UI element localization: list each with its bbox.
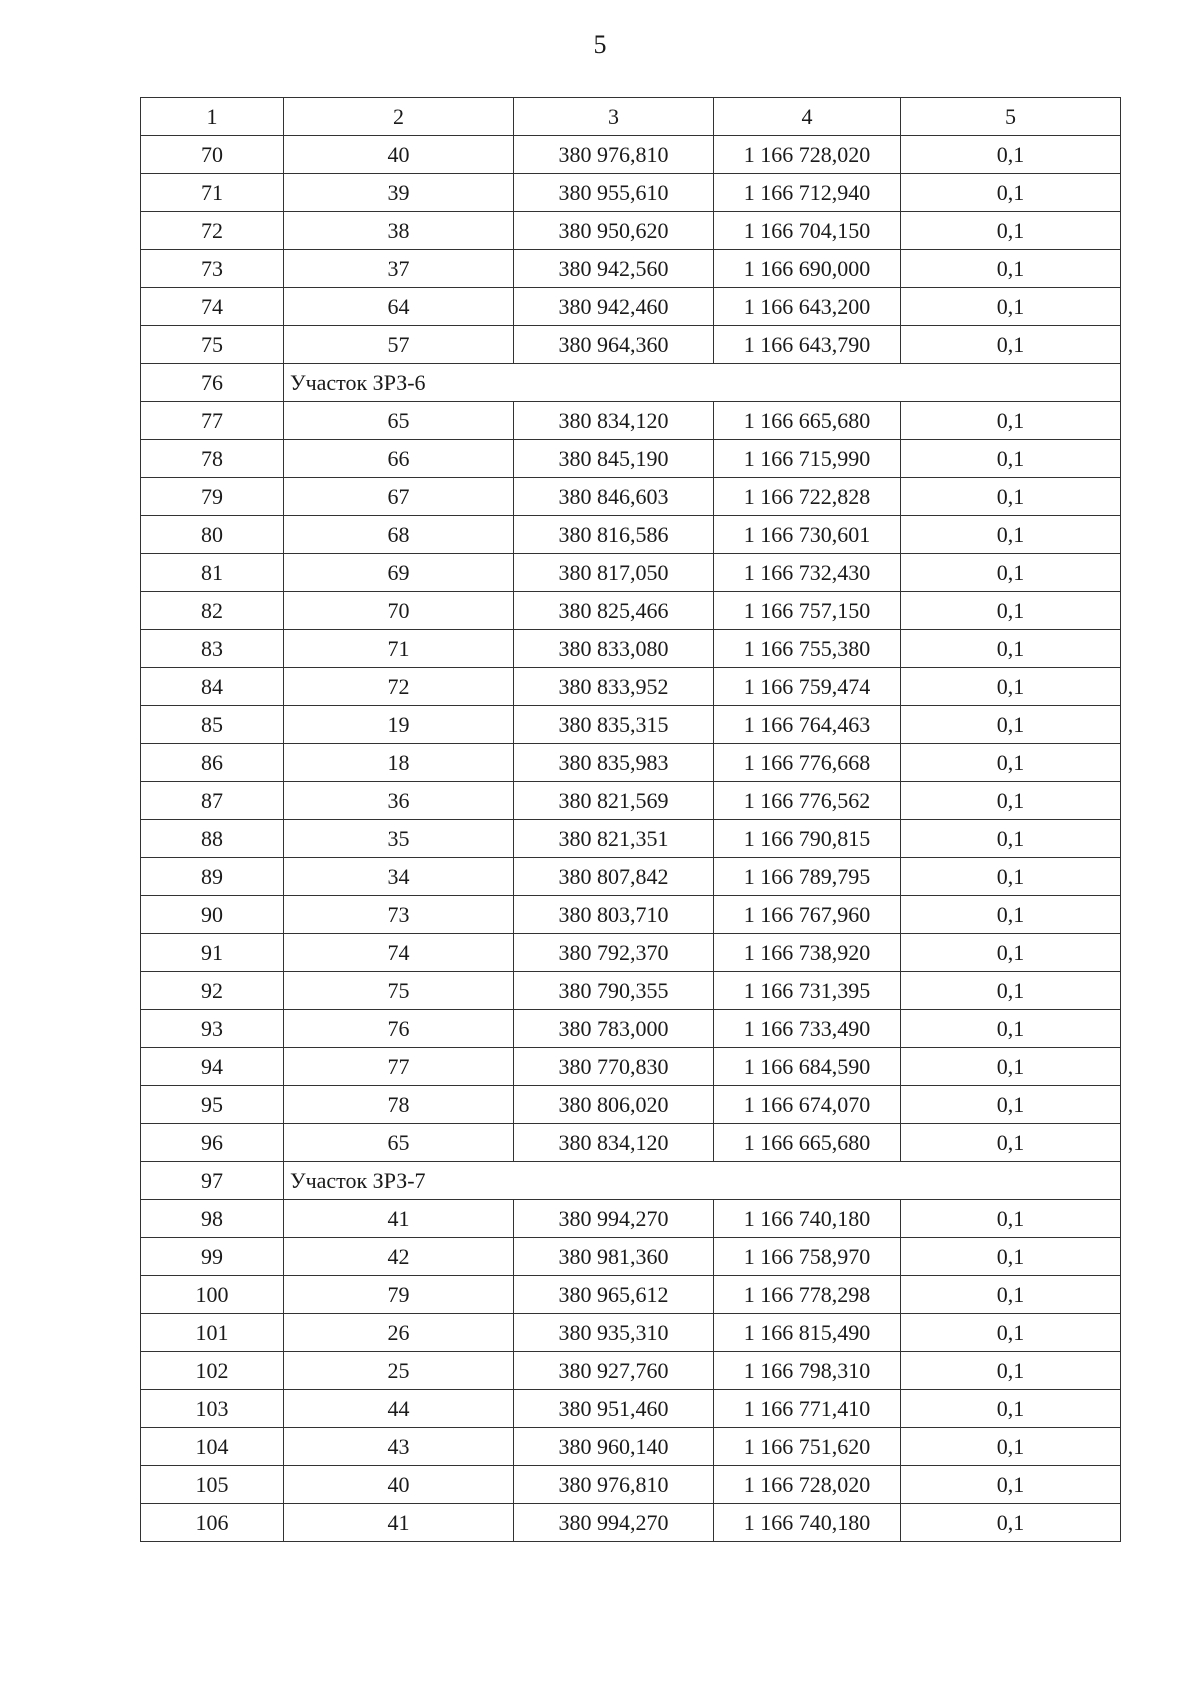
- point-number-cell: 71: [284, 630, 514, 668]
- point-number-cell: 78: [284, 1086, 514, 1124]
- table-row: [141, 1010, 1121, 1048]
- x-coordinate-cell: 380 821,569: [514, 782, 714, 820]
- x-coordinate-cell: 380 821,351: [514, 820, 714, 858]
- x-coordinate-cell: 380 770,830: [514, 1048, 714, 1086]
- accuracy-cell: 0,1: [901, 212, 1121, 250]
- accuracy-cell: 0,1: [901, 402, 1121, 440]
- row-number-cell: 74: [141, 288, 284, 326]
- accuracy-cell: 0,1: [901, 972, 1121, 1010]
- accuracy-cell: 0,1: [901, 1504, 1121, 1542]
- row-number-cell: 94: [141, 1048, 284, 1086]
- accuracy-cell: 0,1: [901, 592, 1121, 630]
- accuracy-cell: 0,1: [901, 1466, 1121, 1504]
- table-header: [141, 98, 1121, 136]
- x-coordinate-cell: 380 976,810: [514, 1466, 714, 1504]
- y-coordinate-cell: 1 166 674,070: [714, 1086, 901, 1124]
- accuracy-cell: 0,1: [901, 1010, 1121, 1048]
- point-number-cell: 26: [284, 1314, 514, 1352]
- row-number-cell: 76: [141, 364, 284, 402]
- point-number-cell: 67: [284, 478, 514, 516]
- x-coordinate-cell: 380 950,620: [514, 212, 714, 250]
- accuracy-cell: 0,1: [901, 782, 1121, 820]
- accuracy-cell: 0,1: [901, 174, 1121, 212]
- y-coordinate-cell: 1 166 798,310: [714, 1352, 901, 1390]
- accuracy-cell: 0,1: [901, 1048, 1121, 1086]
- row-number-cell: 82: [141, 592, 284, 630]
- point-number-cell: 41: [284, 1504, 514, 1542]
- point-number-cell: 18: [284, 744, 514, 782]
- table-row: [141, 1048, 1121, 1086]
- y-coordinate-cell: 1 166 684,590: [714, 1048, 901, 1086]
- point-number-cell: 65: [284, 1124, 514, 1162]
- header-cell-col-3: 3: [514, 98, 714, 136]
- accuracy-cell: 0,1: [901, 934, 1121, 972]
- point-number-cell: 76: [284, 1010, 514, 1048]
- table-row: [141, 1314, 1121, 1352]
- table-row: [141, 1428, 1121, 1466]
- x-coordinate-cell: 380 994,270: [514, 1504, 714, 1542]
- row-number-cell: 103: [141, 1390, 284, 1428]
- section-row: [141, 1162, 1121, 1200]
- row-number-cell: 78: [141, 440, 284, 478]
- table-row: [141, 1390, 1121, 1428]
- point-number-cell: 40: [284, 1466, 514, 1504]
- point-number-cell: 69: [284, 554, 514, 592]
- x-coordinate-cell: 380 833,080: [514, 630, 714, 668]
- table-row: [141, 440, 1121, 478]
- y-coordinate-cell: 1 166 789,795: [714, 858, 901, 896]
- row-number-cell: 88: [141, 820, 284, 858]
- row-number-cell: 91: [141, 934, 284, 972]
- table-row: [141, 744, 1121, 782]
- row-number-cell: 72: [141, 212, 284, 250]
- y-coordinate-cell: 1 166 740,180: [714, 1200, 901, 1238]
- x-coordinate-cell: 380 955,610: [514, 174, 714, 212]
- point-number-cell: 64: [284, 288, 514, 326]
- row-number-cell: 73: [141, 250, 284, 288]
- point-number-cell: 65: [284, 402, 514, 440]
- y-coordinate-cell: 1 166 776,562: [714, 782, 901, 820]
- accuracy-cell: 0,1: [901, 250, 1121, 288]
- accuracy-cell: 0,1: [901, 1352, 1121, 1390]
- accuracy-cell: 0,1: [901, 1314, 1121, 1352]
- point-number-cell: 38: [284, 212, 514, 250]
- row-number-cell: 100: [141, 1276, 284, 1314]
- x-coordinate-cell: 380 833,952: [514, 668, 714, 706]
- accuracy-cell: 0,1: [901, 554, 1121, 592]
- table-row: [141, 706, 1121, 744]
- point-number-cell: 36: [284, 782, 514, 820]
- row-number-cell: 83: [141, 630, 284, 668]
- row-number-cell: 105: [141, 1466, 284, 1504]
- table-row: [141, 250, 1121, 288]
- y-coordinate-cell: 1 166 665,680: [714, 1124, 901, 1162]
- accuracy-cell: 0,1: [901, 1428, 1121, 1466]
- table-body: [141, 136, 1121, 1542]
- y-coordinate-cell: 1 166 767,960: [714, 896, 901, 934]
- x-coordinate-cell: 380 942,560: [514, 250, 714, 288]
- x-coordinate-cell: 380 817,050: [514, 554, 714, 592]
- table-row: [141, 478, 1121, 516]
- point-number-cell: 70: [284, 592, 514, 630]
- row-number-cell: 106: [141, 1504, 284, 1542]
- table-row: [141, 288, 1121, 326]
- row-number-cell: 71: [141, 174, 284, 212]
- accuracy-cell: 0,1: [901, 1390, 1121, 1428]
- row-number-cell: 79: [141, 478, 284, 516]
- row-number-cell: 70: [141, 136, 284, 174]
- table-row: [141, 402, 1121, 440]
- y-coordinate-cell: 1 166 776,668: [714, 744, 901, 782]
- table-row: [141, 1124, 1121, 1162]
- row-number-cell: 101: [141, 1314, 284, 1352]
- y-coordinate-cell: 1 166 728,020: [714, 136, 901, 174]
- accuracy-cell: 0,1: [901, 288, 1121, 326]
- row-number-cell: 99: [141, 1238, 284, 1276]
- row-number-cell: 97: [141, 1162, 284, 1200]
- row-number-cell: 102: [141, 1352, 284, 1390]
- point-number-cell: 73: [284, 896, 514, 934]
- x-coordinate-cell: 380 965,612: [514, 1276, 714, 1314]
- y-coordinate-cell: 1 166 790,815: [714, 820, 901, 858]
- x-coordinate-cell: 380 834,120: [514, 402, 714, 440]
- y-coordinate-cell: 1 166 759,474: [714, 668, 901, 706]
- x-coordinate-cell: 380 846,603: [514, 478, 714, 516]
- header-cell-col-2: 2: [284, 98, 514, 136]
- header-cell-col-5: 5: [901, 98, 1121, 136]
- x-coordinate-cell: 380 994,270: [514, 1200, 714, 1238]
- point-number-cell: 79: [284, 1276, 514, 1314]
- row-number-cell: 89: [141, 858, 284, 896]
- y-coordinate-cell: 1 166 722,828: [714, 478, 901, 516]
- y-coordinate-cell: 1 166 757,150: [714, 592, 901, 630]
- row-number-cell: 81: [141, 554, 284, 592]
- header-cell-col-4: 4: [714, 98, 901, 136]
- x-coordinate-cell: 380 816,586: [514, 516, 714, 554]
- point-number-cell: 66: [284, 440, 514, 478]
- row-number-cell: 95: [141, 1086, 284, 1124]
- y-coordinate-cell: 1 166 730,601: [714, 516, 901, 554]
- y-coordinate-cell: 1 166 712,940: [714, 174, 901, 212]
- point-number-cell: 37: [284, 250, 514, 288]
- point-number-cell: 68: [284, 516, 514, 554]
- accuracy-cell: 0,1: [901, 516, 1121, 554]
- x-coordinate-cell: 380 960,140: [514, 1428, 714, 1466]
- row-number-cell: 75: [141, 326, 284, 364]
- y-coordinate-cell: 1 166 690,000: [714, 250, 901, 288]
- accuracy-cell: 0,1: [901, 630, 1121, 668]
- table-row: [141, 326, 1121, 364]
- y-coordinate-cell: 1 166 764,463: [714, 706, 901, 744]
- point-number-cell: 44: [284, 1390, 514, 1428]
- y-coordinate-cell: 1 166 751,620: [714, 1428, 901, 1466]
- header-cell-col-1: 1: [141, 98, 284, 136]
- table-row: [141, 592, 1121, 630]
- coordinates-table: [140, 97, 1121, 1542]
- x-coordinate-cell: 380 835,315: [514, 706, 714, 744]
- point-number-cell: 74: [284, 934, 514, 972]
- row-number-cell: 93: [141, 1010, 284, 1048]
- y-coordinate-cell: 1 166 715,990: [714, 440, 901, 478]
- point-number-cell: 77: [284, 1048, 514, 1086]
- point-number-cell: 41: [284, 1200, 514, 1238]
- table-row: [141, 858, 1121, 896]
- x-coordinate-cell: 380 803,710: [514, 896, 714, 934]
- table-row: [141, 136, 1121, 174]
- accuracy-cell: 0,1: [901, 896, 1121, 934]
- point-number-cell: 40: [284, 136, 514, 174]
- accuracy-cell: 0,1: [901, 440, 1121, 478]
- table-row: [141, 934, 1121, 972]
- table-row: [141, 554, 1121, 592]
- x-coordinate-cell: 380 825,466: [514, 592, 714, 630]
- point-number-cell: 39: [284, 174, 514, 212]
- point-number-cell: 35: [284, 820, 514, 858]
- x-coordinate-cell: 380 783,000: [514, 1010, 714, 1048]
- accuracy-cell: 0,1: [901, 744, 1121, 782]
- table-row: [141, 820, 1121, 858]
- table-row: [141, 1238, 1121, 1276]
- table-row: [141, 1504, 1121, 1542]
- table-row: [141, 1352, 1121, 1390]
- point-number-cell: 75: [284, 972, 514, 1010]
- y-coordinate-cell: 1 166 728,020: [714, 1466, 901, 1504]
- y-coordinate-cell: 1 166 771,410: [714, 1390, 901, 1428]
- y-coordinate-cell: 1 166 733,490: [714, 1010, 901, 1048]
- table-row: [141, 174, 1121, 212]
- table-row: [141, 972, 1121, 1010]
- y-coordinate-cell: 1 166 758,970: [714, 1238, 901, 1276]
- point-number-cell: 72: [284, 668, 514, 706]
- table-row: [141, 630, 1121, 668]
- x-coordinate-cell: 380 935,310: [514, 1314, 714, 1352]
- row-number-cell: 92: [141, 972, 284, 1010]
- page-number: 5: [593, 30, 607, 59]
- section-row: [141, 364, 1121, 402]
- x-coordinate-cell: 380 834,120: [514, 1124, 714, 1162]
- accuracy-cell: 0,1: [901, 1276, 1121, 1314]
- row-number-cell: 90: [141, 896, 284, 934]
- table-header-row: [141, 98, 1121, 136]
- point-number-cell: 25: [284, 1352, 514, 1390]
- row-number-cell: 98: [141, 1200, 284, 1238]
- accuracy-cell: 0,1: [901, 1124, 1121, 1162]
- table-row: [141, 516, 1121, 554]
- y-coordinate-cell: 1 166 704,150: [714, 212, 901, 250]
- row-number-cell: 87: [141, 782, 284, 820]
- x-coordinate-cell: 380 964,360: [514, 326, 714, 364]
- accuracy-cell: 0,1: [901, 326, 1121, 364]
- row-number-cell: 77: [141, 402, 284, 440]
- y-coordinate-cell: 1 166 731,395: [714, 972, 901, 1010]
- accuracy-cell: 0,1: [901, 668, 1121, 706]
- row-number-cell: 85: [141, 706, 284, 744]
- point-number-cell: 57: [284, 326, 514, 364]
- x-coordinate-cell: 380 976,810: [514, 136, 714, 174]
- row-number-cell: 84: [141, 668, 284, 706]
- y-coordinate-cell: 1 166 643,200: [714, 288, 901, 326]
- table-row: [141, 1086, 1121, 1124]
- accuracy-cell: 0,1: [901, 820, 1121, 858]
- accuracy-cell: 0,1: [901, 1200, 1121, 1238]
- accuracy-cell: 0,1: [901, 136, 1121, 174]
- y-coordinate-cell: 1 166 755,380: [714, 630, 901, 668]
- y-coordinate-cell: 1 166 732,430: [714, 554, 901, 592]
- point-number-cell: 43: [284, 1428, 514, 1466]
- table-row: [141, 1200, 1121, 1238]
- section-label: Участок ЗРЗ-7: [284, 1162, 1121, 1200]
- x-coordinate-cell: 380 835,983: [514, 744, 714, 782]
- table-row: [141, 896, 1121, 934]
- y-coordinate-cell: 1 166 815,490: [714, 1314, 901, 1352]
- y-coordinate-cell: 1 166 643,790: [714, 326, 901, 364]
- x-coordinate-cell: 380 927,760: [514, 1352, 714, 1390]
- accuracy-cell: 0,1: [901, 1238, 1121, 1276]
- row-number-cell: 86: [141, 744, 284, 782]
- table-row: [141, 212, 1121, 250]
- y-coordinate-cell: 1 166 738,920: [714, 934, 901, 972]
- y-coordinate-cell: 1 166 740,180: [714, 1504, 901, 1542]
- table-row: [141, 782, 1121, 820]
- table-row: [141, 668, 1121, 706]
- y-coordinate-cell: 1 166 665,680: [714, 402, 901, 440]
- x-coordinate-cell: 380 981,360: [514, 1238, 714, 1276]
- accuracy-cell: 0,1: [901, 1086, 1121, 1124]
- x-coordinate-cell: 380 790,355: [514, 972, 714, 1010]
- x-coordinate-cell: 380 942,460: [514, 288, 714, 326]
- x-coordinate-cell: 380 792,370: [514, 934, 714, 972]
- accuracy-cell: 0,1: [901, 706, 1121, 744]
- x-coordinate-cell: 380 845,190: [514, 440, 714, 478]
- section-label: Участок ЗРЗ-6: [284, 364, 1121, 402]
- y-coordinate-cell: 1 166 778,298: [714, 1276, 901, 1314]
- table-row: [141, 1276, 1121, 1314]
- x-coordinate-cell: 380 806,020: [514, 1086, 714, 1124]
- row-number-cell: 80: [141, 516, 284, 554]
- x-coordinate-cell: 380 951,460: [514, 1390, 714, 1428]
- x-coordinate-cell: 380 807,842: [514, 858, 714, 896]
- point-number-cell: 34: [284, 858, 514, 896]
- accuracy-cell: 0,1: [901, 478, 1121, 516]
- table-row: [141, 1466, 1121, 1504]
- accuracy-cell: 0,1: [901, 858, 1121, 896]
- point-number-cell: 19: [284, 706, 514, 744]
- row-number-cell: 104: [141, 1428, 284, 1466]
- row-number-cell: 96: [141, 1124, 284, 1162]
- point-number-cell: 42: [284, 1238, 514, 1276]
